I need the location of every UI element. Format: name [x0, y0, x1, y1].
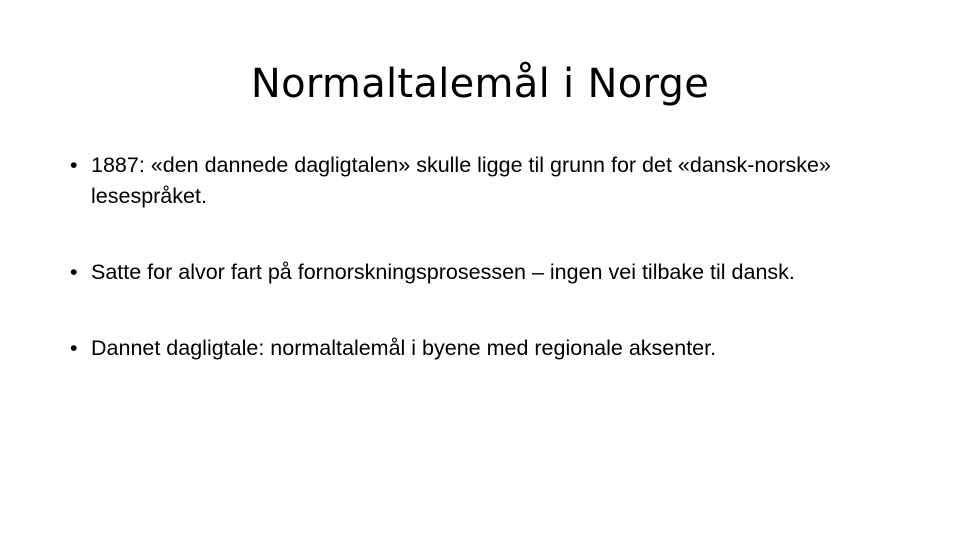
bullet-item: [70, 257, 890, 288]
bullet-text: 1887: «den dannede dagligtalen» skulle ligge til grunn for det «dansk-norske» lesespråket.: [91, 153, 831, 208]
bullet-text: Satte for alvor fart på fornorskningsprosessen – ingen vei tilbake til dansk.: [91, 260, 795, 284]
bullet-dot-icon: •: [70, 153, 78, 177]
bullet-dot-icon: •: [70, 336, 78, 360]
slide-title: Normaltalemål i Norge: [250, 61, 710, 107]
bullet-text: Dannet dagligtale: normaltalemål i byene med regionale aksenter.: [91, 336, 717, 360]
bullet-item: [70, 150, 890, 212]
bullet-item: [70, 333, 890, 364]
bullet-list: [70, 150, 890, 364]
bullet-dot-icon: •: [70, 260, 78, 284]
